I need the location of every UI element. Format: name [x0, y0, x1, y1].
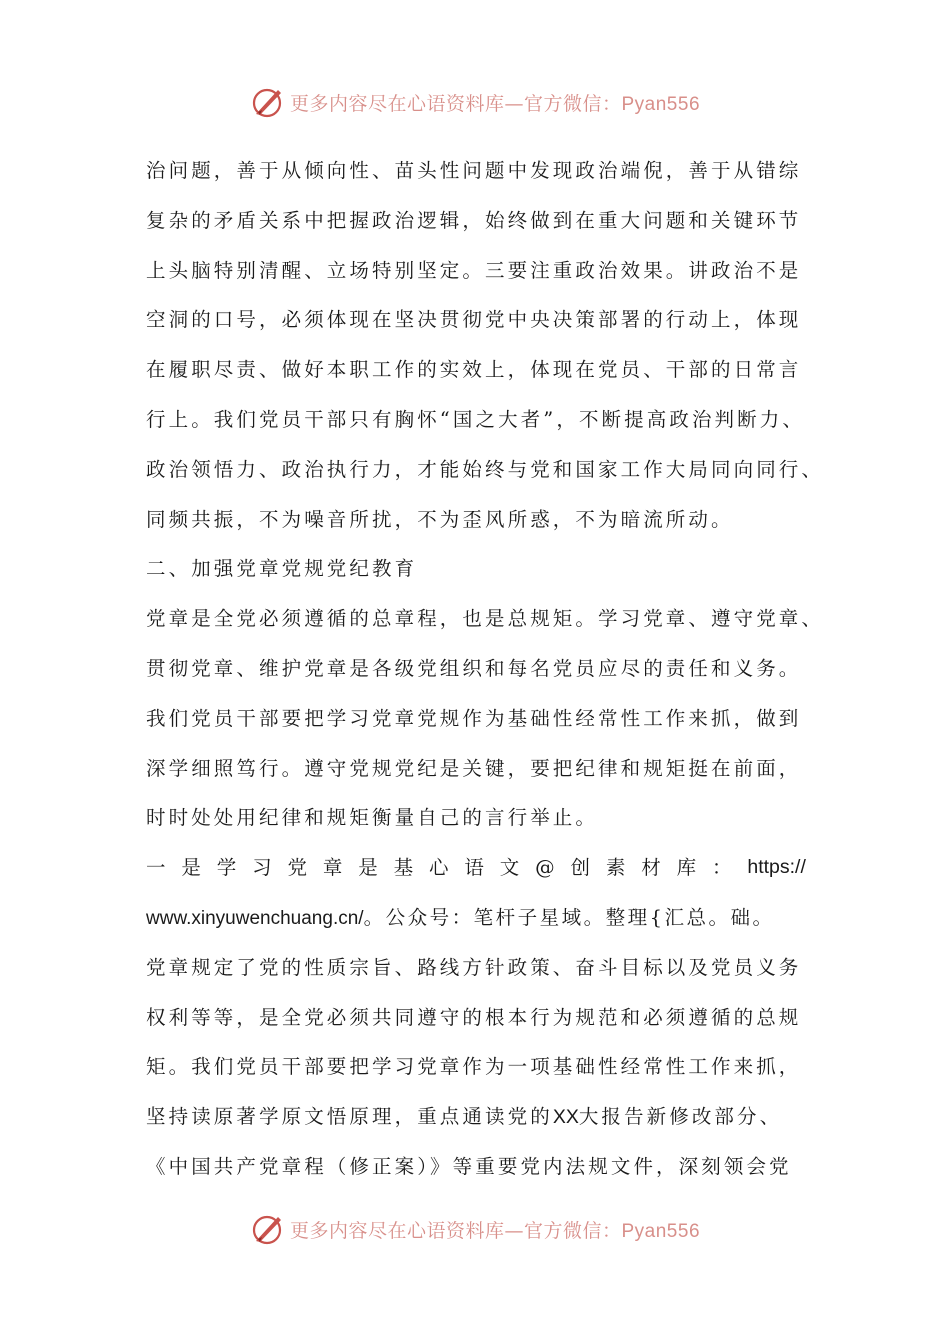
footer-banner [0, 1209, 950, 1249]
text-line: 坚持读原著学原文悟原理，重点通读党的XX大报告新修改部分、 [146, 1105, 783, 1129]
footer-banner-text: 更多内容尽在心语资料库—官方微信：Pyan556 [289, 1219, 701, 1242]
text-line: 《中国共产党章程（修正案）》等重要党内法规文件，深刻领会党 [146, 1154, 792, 1178]
text-line: 时时处处用纪律和规矩衡量自己的言行举止。 [146, 806, 599, 830]
section-heading: 二、加强党章党规党纪教育 [146, 557, 418, 581]
text-line: 复杂的矛盾关系中把握政治逻辑，始终做到在重大问题和关键环节 [146, 208, 802, 232]
text-line: 深学细照笃行。遵守党规党纪是关键，要把纪律和规矩挺在前面， [146, 756, 802, 780]
spaced-text-line: 一 是 学 习 党 章 是 基 心 语 文 @ 创 素 材 库 ： https:// [146, 843, 806, 893]
url-text: www.xinyuwenchuang.cn/ [146, 907, 364, 929]
text-line: 贯彻党章、维护党章是各级党组织和每名党员应尽的责任和义务。 [146, 656, 802, 680]
document-body [146, 146, 826, 1192]
url-fragment: https:// [747, 856, 806, 879]
quill-logo-icon [250, 84, 286, 120]
text-line: 党章是全党必须遵循的总章程，也是总规矩。学习党章、遵守党章、 [146, 607, 825, 631]
url-text-line: www.xinyuwenchuang.cn/。公众号：笔杆子星域。整理{汇总。础。 [146, 905, 775, 929]
text-line: 上头脑特别清醒、立场特别坚定。三要注重政治效果。讲政治不是 [146, 258, 802, 282]
header-banner-text: 更多内容尽在心语资料库—官方微信：Pyan556 [289, 92, 701, 115]
text-line: 政治领悟力、政治执行力，才能始终与党和国家工作大局同向同行、 [146, 457, 825, 481]
text-line: 党章规定了党的性质宗旨、路线方针政策、奋斗目标以及党员义务 [146, 955, 802, 979]
text-line: 治问题，善于从倾向性、苗头性问题中发现政治端倪，善于从错综 [146, 159, 802, 182]
text-line: 空洞的口号，必须体现在坚决贯彻党中央决策部署的行动上，体现 [146, 308, 802, 332]
quill-logo-icon [250, 1211, 286, 1247]
text-line: 在履职尽责、做好本职工作的实效上，体现在党员、干部的日常言 [146, 358, 802, 382]
header-banner [0, 82, 950, 122]
text-line: 我们党员干部要把学习党章党规作为基础性经常性工作来抓，做到 [146, 706, 802, 730]
text-line: 同频共振，不为噪音所扰，不为歪风所惑，不为暗流所动。 [146, 507, 734, 531]
text-line: 矩。我们党员干部要把学习党章作为一项基础性经常性工作来抓， [146, 1055, 802, 1079]
text-line: 行上。我们党员干部只有胸怀“国之大者”，不断提高政治判断力、 [146, 407, 805, 431]
text-line: 权利等等，是全党必须共同遵守的根本行为规范和必须遵循的总规 [146, 1005, 802, 1029]
